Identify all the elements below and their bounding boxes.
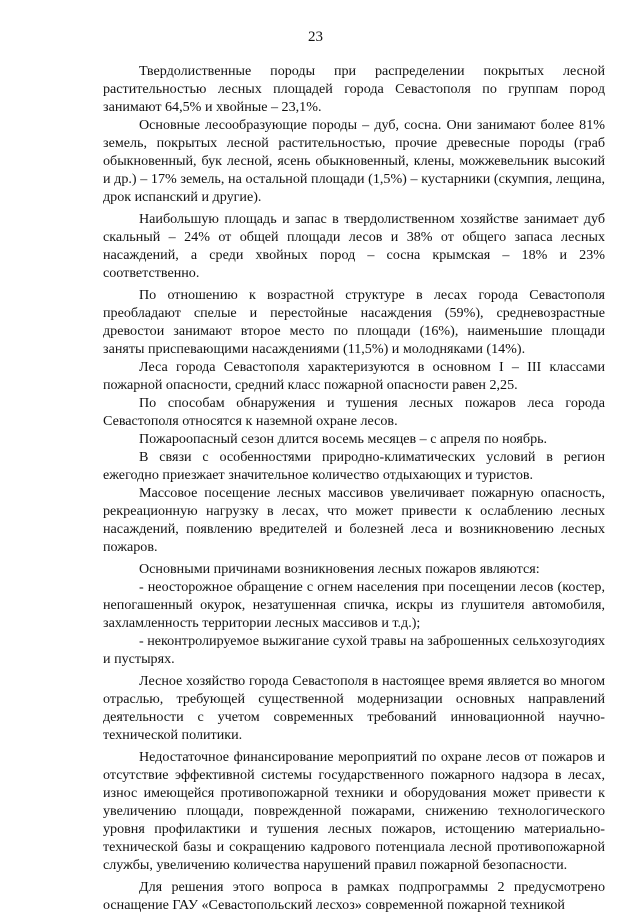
paragraph: Леса города Севастополя характеризуются в основном I – III классами пожарной опасности, средний класс пожарной опасности равен 2,25. [103,359,605,393]
list-item: - неосторожное обращение с огнем населения при посещении лесов (костер, непогашенный окурок, незатушенная спичка, искры из глушителя автомобиля, захламленность территории лесных массивов и т.д.); [103,579,605,631]
paragraph: В связи с особенностями природно-климатических условий в регион ежегодно приезжает значительное количество отдыхающих и туристов. [103,449,605,483]
paragraph: Основные лесообразующие породы – дуб, сосна. Они занимают более 81% земель, покрытых лесной растительностью, прочие древесные породы (граб обыкновенный, бук лесной, ясень обыкновенный, клены, можжевельник высокий и др.) – 17% земель, на остальной площади (1,5%) – кустарники (скумпия, лещина, дрок испанский и другие). [103,117,605,205]
paragraph: Основными причинами возникновения лесных пожаров являются: [139,561,540,577]
paragraph: Пожароопасный сезон длится восемь месяцев – с апреля по ноябрь. [139,431,548,447]
paragraph: По отношению к возрастной структуре в лесах города Севастополя преобладают спелые и перестойные насаждения (59%), средневозрастные древостои занимают второе место по площади (16%), наименьшие площади заняты приспевающими насаждениями (11,5%) и молодняками (14%). [103,287,605,357]
paragraph: Твердолиственные породы при распределении покрытых лесной растительностью лесных площадей города Севастополя по группам пород занимают 64,5% и хвойные – 23,1%. [103,63,605,115]
paragraph: Наибольшую площадь и запас в твердолиственном хозяйстве занимает дуб скальный – 24% от общей площади лесов и 38% от общего запаса лесных насаждений, а среди хвойных пород – сосна крымская – 18% и 23% соответственно. [103,211,605,281]
paragraph: Массовое посещение лесных массивов увеличивает пожарную опасность, рекреационную нагрузку в лесах, что может привести к ослаблению лесных насаждений, появлению вредителей и болезней леса и возникновению лесных пожаров. [103,485,605,555]
paragraph: По способам обнаружения и тушения лесных пожаров леса города Севастополя относятся к наземной охране лесов. [103,395,605,429]
paragraph: Лесное хозяйство города Севастополя в настоящее время является во многом отраслью, требующей существенной модернизации основных направлений деятельности с учетом современных требований инновационной научно-технической политики. [103,673,605,743]
paragraph: Недостаточное финансирование мероприятий по охране лесов от пожаров и отсутствие эффективной системы государственного пожарного надзора в лесах, износ имеющейся противопожарной техники и оборудования может привести к увеличению площади, поврежденной пожарами, снижению технологического уровня профилактики и тушения лесных пожаров, истощению материально-технической базы и сокращению кадрового потенциала лесной противопожарной службы, увеличению количества нарушений правил пожарной безопасности. [103,749,605,873]
page-number: 23 [308,29,323,45]
document-body [103,62,605,914]
paragraph: Для решения этого вопроса в рамках подпрограммы 2 предусмотрено оснащение ГАУ «Севастопольский лесхоз» современной пожарной техникой [103,879,605,913]
list-item: - неконтролируемое выжигание сухой травы на заброшенных сельхозугодиях и пустырях. [103,633,605,667]
